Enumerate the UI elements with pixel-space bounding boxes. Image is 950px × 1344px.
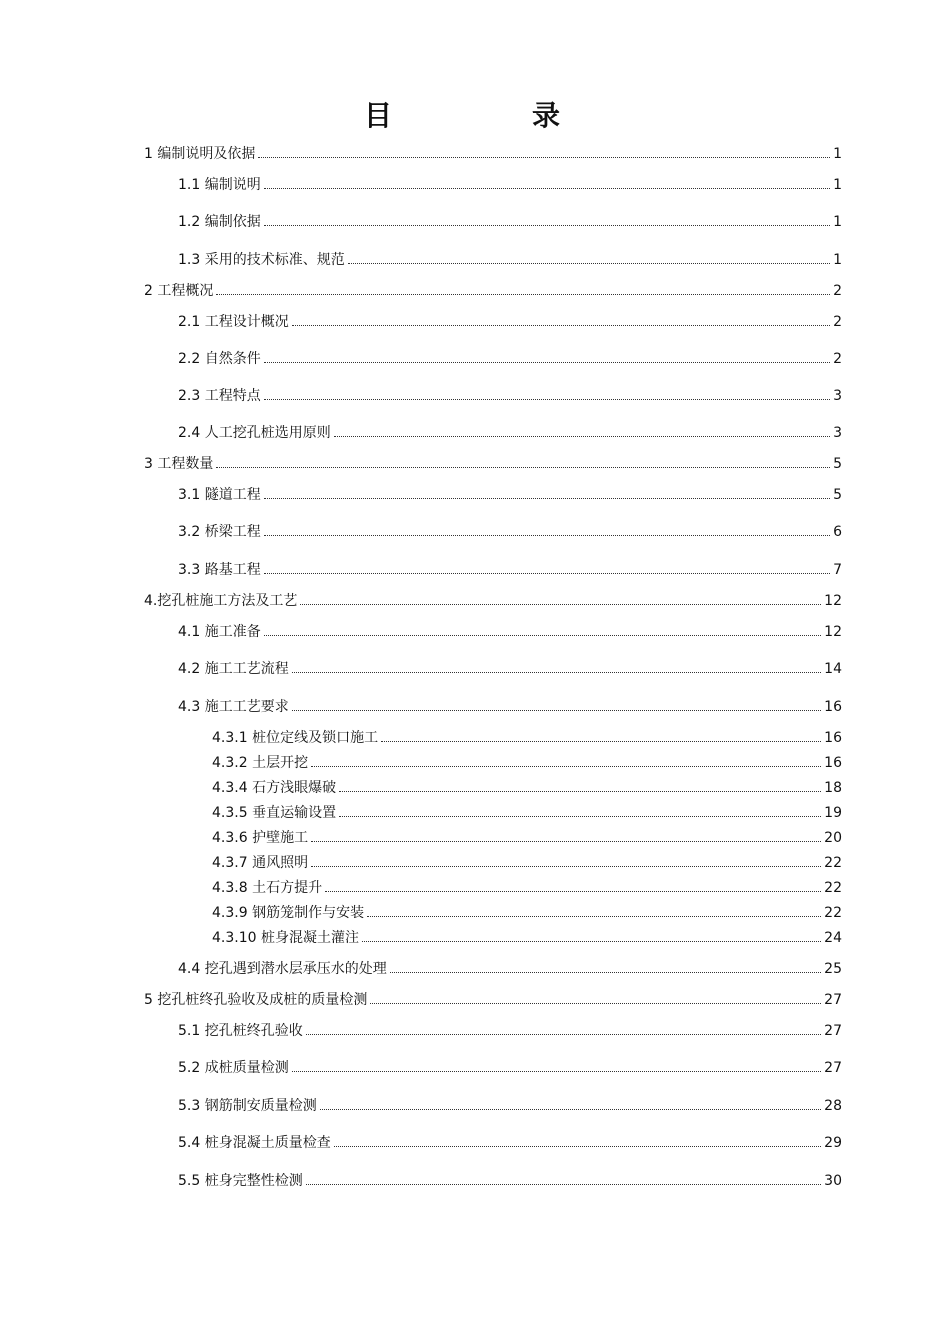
toc-entry-page: 19 bbox=[824, 805, 842, 821]
toc-entry-label: 5.3 钢筋制安质量检测 bbox=[178, 1098, 317, 1114]
toc-entry-label: 5.5 桩身完整性检测 bbox=[178, 1173, 303, 1189]
dot-leader bbox=[264, 188, 830, 189]
toc-entry-label: 5 挖孔桩终孔验收及成桩的质量检测 bbox=[144, 992, 368, 1008]
toc-entry-label: 4.3.10 桩身混凝土灌注 bbox=[212, 930, 359, 946]
toc-entry-label: 4.挖孔桩施工方法及工艺 bbox=[144, 593, 298, 609]
toc-entry-page: 5 bbox=[833, 487, 842, 503]
toc-entry[interactable] bbox=[178, 523, 842, 541]
toc-entry-label: 1.2 编制依据 bbox=[178, 214, 261, 230]
toc-entry-label: 4.3.4 石方浅眼爆破 bbox=[212, 780, 337, 796]
toc-entry-label: 2.1 工程设计概况 bbox=[178, 314, 289, 330]
dot-leader bbox=[306, 1034, 821, 1035]
dot-leader bbox=[300, 604, 821, 605]
toc-entry[interactable] bbox=[178, 1059, 842, 1077]
toc-entry-label: 3.3 路基工程 bbox=[178, 562, 261, 578]
toc-entry-label: 4.1 施工准备 bbox=[178, 624, 261, 640]
toc-entry-label: 4.4 挖孔遇到潜水层承压水的处理 bbox=[178, 961, 387, 977]
dot-leader bbox=[258, 157, 830, 158]
toc-entry-page: 1 bbox=[833, 214, 842, 230]
toc-entry[interactable] bbox=[178, 486, 842, 504]
toc-entry-label: 4.3.7 通风照明 bbox=[212, 855, 309, 871]
toc-entry-label: 2.2 自然条件 bbox=[178, 351, 261, 367]
dot-leader bbox=[264, 399, 830, 400]
toc-entry[interactable] bbox=[178, 698, 842, 716]
toc-entry-label: 1.1 编制说明 bbox=[178, 177, 261, 193]
toc-entry-page: 22 bbox=[824, 855, 842, 871]
toc-entry-label: 3.2 桥梁工程 bbox=[178, 524, 261, 540]
toc-entry[interactable] bbox=[178, 350, 842, 368]
dot-leader bbox=[264, 498, 830, 499]
toc-entry[interactable] bbox=[212, 854, 842, 872]
toc-entry-page: 28 bbox=[824, 1098, 842, 1114]
toc-entry-page: 5 bbox=[833, 456, 842, 472]
toc-entry-label: 4.3.8 土石方提升 bbox=[212, 880, 323, 896]
toc-entry-page: 12 bbox=[824, 624, 842, 640]
toc-entry-page: 20 bbox=[824, 830, 842, 846]
dot-leader bbox=[311, 766, 821, 767]
toc-entry[interactable] bbox=[178, 1097, 842, 1115]
dot-leader bbox=[334, 1146, 821, 1147]
dot-leader bbox=[264, 362, 830, 363]
toc-entry-page: 16 bbox=[824, 730, 842, 746]
dot-leader bbox=[311, 866, 821, 867]
toc-entry[interactable] bbox=[178, 1134, 842, 1152]
toc-entry-page: 27 bbox=[824, 1060, 842, 1076]
toc-entry[interactable] bbox=[178, 387, 842, 405]
toc-entry[interactable] bbox=[178, 623, 842, 641]
dot-leader bbox=[370, 1003, 821, 1004]
dot-leader bbox=[264, 535, 830, 536]
toc-entry-page: 12 bbox=[824, 593, 842, 609]
dot-leader bbox=[362, 941, 821, 942]
dot-leader bbox=[390, 972, 821, 973]
toc-entry[interactable] bbox=[178, 960, 842, 978]
dot-leader bbox=[325, 891, 821, 892]
toc-entry-page: 16 bbox=[824, 699, 842, 715]
toc-entry-page: 1 bbox=[833, 252, 842, 268]
toc-entry-page: 16 bbox=[824, 755, 842, 771]
dot-leader bbox=[292, 325, 830, 326]
toc-entry-page: 27 bbox=[824, 992, 842, 1008]
dot-leader bbox=[216, 294, 830, 295]
page-title: 目 录 bbox=[363, 99, 616, 132]
dot-leader bbox=[348, 263, 830, 264]
toc-entry-label: 5.1 挖孔桩终孔验收 bbox=[178, 1023, 303, 1039]
toc-entry[interactable] bbox=[178, 313, 842, 331]
toc-entry-page: 1 bbox=[833, 177, 842, 193]
toc-entry-label: 4.3 施工工艺要求 bbox=[178, 699, 289, 715]
toc-entry-label: 4.3.5 垂直运输设置 bbox=[212, 805, 337, 821]
dot-leader bbox=[292, 1071, 821, 1072]
toc-entry-page: 2 bbox=[833, 283, 842, 299]
toc-entry-page: 27 bbox=[824, 1023, 842, 1039]
toc-entry[interactable] bbox=[144, 592, 842, 610]
dot-leader bbox=[292, 710, 821, 711]
dot-leader bbox=[381, 741, 821, 742]
toc-entry[interactable] bbox=[212, 754, 842, 772]
toc-entry-label: 4.3.1 桩位定线及锁口施工 bbox=[212, 730, 379, 746]
toc-entry[interactable] bbox=[212, 879, 842, 897]
toc-entry[interactable] bbox=[212, 804, 842, 822]
dot-leader bbox=[339, 791, 821, 792]
toc-entry-page: 30 bbox=[824, 1173, 842, 1189]
toc-entry[interactable] bbox=[212, 929, 842, 947]
toc-entry-page: 25 bbox=[824, 961, 842, 977]
toc-entry-page: 3 bbox=[833, 388, 842, 404]
toc-entry[interactable] bbox=[178, 251, 842, 269]
toc-entry-label: 2.4 人工挖孔桩选用原则 bbox=[178, 425, 331, 441]
dot-leader bbox=[334, 436, 830, 437]
toc-entry-page: 2 bbox=[833, 351, 842, 367]
toc-entry-page: 1 bbox=[833, 146, 842, 162]
toc-entry[interactable] bbox=[144, 991, 842, 1009]
dot-leader bbox=[311, 841, 821, 842]
toc-entry-page: 24 bbox=[824, 930, 842, 946]
toc-entry[interactable] bbox=[212, 829, 842, 847]
toc-entry-page: 22 bbox=[824, 880, 842, 896]
dot-leader bbox=[216, 467, 830, 468]
toc-entry-label: 4.2 施工工艺流程 bbox=[178, 661, 289, 677]
dot-leader bbox=[264, 573, 830, 574]
toc-entry-page: 18 bbox=[824, 780, 842, 796]
toc-entry[interactable] bbox=[178, 213, 842, 231]
toc-entry[interactable] bbox=[144, 145, 842, 163]
toc-entry[interactable] bbox=[144, 455, 842, 473]
toc-entry[interactable] bbox=[178, 176, 842, 194]
toc-entry-page: 22 bbox=[824, 905, 842, 921]
toc-entry-label: 3.1 隧道工程 bbox=[178, 487, 261, 503]
dot-leader bbox=[264, 225, 830, 226]
toc-entry-label: 5.4 桩身混凝土质量检查 bbox=[178, 1135, 331, 1151]
dot-leader bbox=[367, 916, 821, 917]
toc-entry-label: 4.3.2 土层开挖 bbox=[212, 755, 309, 771]
toc-entry-page: 3 bbox=[833, 425, 842, 441]
toc-entry-label: 4.3.9 钢筋笼制作与安装 bbox=[212, 905, 365, 921]
toc-entry[interactable] bbox=[144, 282, 842, 300]
dot-leader bbox=[306, 1184, 821, 1185]
toc-entry[interactable] bbox=[178, 660, 842, 678]
toc-entry-page: 6 bbox=[833, 524, 842, 540]
toc-entry-label: 5.2 成桩质量检测 bbox=[178, 1060, 289, 1076]
toc-entry-label: 1.3 采用的技术标准、规范 bbox=[178, 252, 345, 268]
toc-entry-page: 29 bbox=[824, 1135, 842, 1151]
dot-leader bbox=[292, 672, 821, 673]
dot-leader bbox=[320, 1109, 821, 1110]
toc-entry[interactable] bbox=[178, 561, 842, 579]
toc-entry-page: 7 bbox=[833, 562, 842, 578]
toc-entry-page: 2 bbox=[833, 314, 842, 330]
toc-entry-label: 1 编制说明及依据 bbox=[144, 146, 256, 162]
toc-entry[interactable] bbox=[178, 1172, 842, 1190]
toc-entry[interactable] bbox=[178, 424, 842, 442]
toc-entry[interactable] bbox=[212, 904, 842, 922]
toc-entry-label: 4.3.6 护壁施工 bbox=[212, 830, 309, 846]
toc-entry[interactable] bbox=[212, 779, 842, 797]
dot-leader bbox=[264, 635, 821, 636]
toc-entry[interactable] bbox=[212, 729, 842, 747]
dot-leader bbox=[339, 816, 821, 817]
toc-entry-label: 3 工程数量 bbox=[144, 456, 214, 472]
toc-entry-label: 2 工程概况 bbox=[144, 283, 214, 299]
toc-entry-page: 14 bbox=[824, 661, 842, 677]
toc-entry-label: 2.3 工程特点 bbox=[178, 388, 261, 404]
toc-entry[interactable] bbox=[178, 1022, 842, 1040]
